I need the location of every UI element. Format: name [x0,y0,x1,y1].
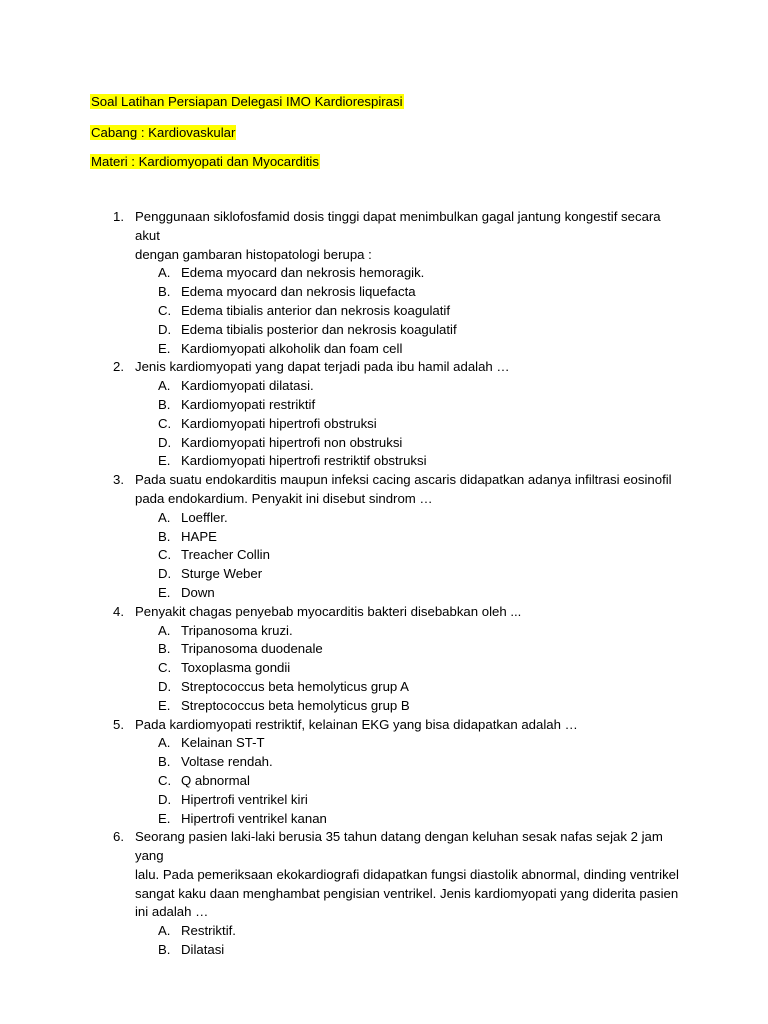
option-letter: B. [158,754,171,770]
option-letter: C. [158,547,172,563]
question-text-line: Pada suatu endokarditis maupun infeksi cacing ascaris didapatkan adanya infiltrasi eosinofil [135,472,672,488]
answer-option [0,264,768,283]
option-letter: E. [158,810,171,826]
answer-option [0,753,768,772]
option-letter: D. [158,791,172,807]
option-letter: A. [158,923,171,939]
answer-option [0,941,768,960]
option-text: Restriktif. [181,923,236,939]
question-number: 3. [113,472,124,488]
option-text: Down [181,584,215,600]
option-text: Kardiomyopati alkoholik dan foam cell [181,340,403,356]
branch-line [90,124,236,141]
answer-option [0,321,768,340]
answer-option [0,283,768,302]
option-text: Tripanosoma duodenale [181,641,323,657]
option-text: Kardiomyopati dilatasi. [181,378,314,394]
option-text: Dilatasi [181,942,225,958]
answer-option [0,509,768,528]
option-text: Edema tibialis posterior dan nekrosis koagulatif [181,321,457,337]
question-stem [0,208,768,264]
option-text: Toxoplasma gondii [181,660,291,676]
option-text: Q abnormal [181,772,250,788]
answer-option [0,640,768,659]
option-letter: E. [158,453,171,469]
answer-option [0,584,768,603]
option-letter: B. [158,396,171,412]
question-item [0,828,768,960]
question-stem [0,471,768,509]
answer-option [0,622,768,641]
question-text-line: Jenis kardiomyopati yang dapat terjadi pada ibu hamil adalah … [135,359,510,375]
question-text-line: Seorang pasien laki-laki berusia 35 tahun datang dengan keluhan sesak nafas sejak 2 jam yang [135,829,663,864]
question-stem [0,358,768,377]
answer-option [0,415,768,434]
option-text: Kardiomyopati hipertrofi non obstruksi [181,434,403,450]
option-text: Treacher Collin [181,547,270,563]
answer-option [0,697,768,716]
question-text-line: ini adalah … [135,904,209,920]
option-text: Edema myocard dan nekrosis liquefacta [181,284,416,300]
option-text: Hipertrofi ventrikel kiri [181,791,308,807]
option-letter: D. [158,321,172,337]
answer-option [0,659,768,678]
option-letter: A. [158,622,171,638]
answer-option [0,377,768,396]
question-item [0,208,768,358]
question-number: 5. [113,716,124,732]
option-letter: A. [158,265,171,281]
option-letter: D. [158,566,172,582]
question-text-line: Penggunaan siklofosfamid dosis tinggi dapat menimbulkan gagal jantung kongestif secara akut [135,209,661,243]
option-letter: A. [158,378,171,394]
question-stem [0,603,768,622]
answer-option [0,678,768,697]
option-letter: D. [158,434,172,450]
question-list [0,208,768,960]
option-text: Kelainan ST-T [181,735,265,751]
option-letter: D. [158,678,172,694]
question-text-line: Pada kardiomyopati restriktif, kelainan EKG yang bisa didapatkan adalah … [135,716,578,732]
option-text: Edema tibialis anterior dan nekrosis koagulatif [181,302,451,318]
answer-option [0,528,768,547]
question-number: 6. [113,829,124,845]
question-text-line: Penyakit chagas penyebab myocarditis bakteri disebabkan oleh ... [135,603,522,619]
option-text: Kardiomyopati hipertrofi restriktif obstruksi [181,453,427,469]
answer-option [0,546,768,565]
question-text-line: pada endokardium. Penyakit ini disebut sindrom … [135,490,433,506]
option-text: Kardiomyopati restriktif [181,396,316,412]
answer-option [0,922,768,941]
answer-option [0,452,768,471]
answer-option [0,302,768,321]
option-letter: B. [158,641,171,657]
question-number: 1. [113,209,124,224]
option-letter: B. [158,942,171,958]
topic-highlight: Materi : Kardiomyopati dan Myocarditis [91,154,319,169]
option-text: Kardiomyopati hipertrofi obstruksi [181,415,377,431]
question-item [0,603,768,716]
question-number: 2. [113,359,124,375]
option-letter: C. [158,302,172,318]
option-letter: C. [158,660,172,676]
answer-option [0,434,768,453]
option-text: Loeffler. [181,509,228,525]
option-letter: A. [158,735,171,751]
option-letter: B. [158,528,171,544]
option-letter: E. [158,340,171,356]
option-letter: E. [158,584,171,600]
option-text: Voltase rendah. [181,754,273,770]
option-letter: E. [158,697,171,713]
question-stem [0,828,768,922]
question-text-line: lalu. Pada pemeriksaan ekokardiografi didapatkan fungsi diastolik abnormal, dinding ventrikel [135,866,679,882]
option-letter: A. [158,509,171,525]
option-text: Streptococcus beta hemolyticus grup B [181,697,410,713]
answer-option [0,810,768,829]
option-text: HAPE [181,528,217,544]
document-title [90,93,404,110]
title-highlight: Soal Latihan Persiapan Delegasi IMO Kardiorespirasi [91,94,403,109]
question-item [0,471,768,603]
answer-option [0,396,768,415]
option-text: Hipertrofi ventrikel kanan [181,810,327,826]
option-letter: C. [158,772,172,788]
question-text-line: dengan gambaran histopatologi berupa : [135,246,372,262]
question-stem [0,716,768,735]
answer-option [0,791,768,810]
option-letter: C. [158,415,172,431]
option-letter: B. [158,284,171,300]
option-text: Edema myocard dan nekrosis hemoragik. [181,265,425,281]
branch-highlight: Cabang : Kardiovaskular [91,125,236,140]
question-number: 4. [113,603,124,619]
answer-option [0,734,768,753]
question-text-line: sangat kaku daan menghambat pengisian ventrikel. Jenis kardiomyopati yang diderita pasien [135,885,679,901]
option-text: Sturge Weber [181,566,263,582]
answer-option [0,565,768,584]
option-text: Streptococcus beta hemolyticus grup A [181,678,409,694]
answer-option [0,772,768,791]
topic-line [90,153,320,170]
answer-option [0,340,768,359]
question-item [0,358,768,471]
question-item [0,716,768,829]
option-text: Tripanosoma kruzi. [181,622,293,638]
